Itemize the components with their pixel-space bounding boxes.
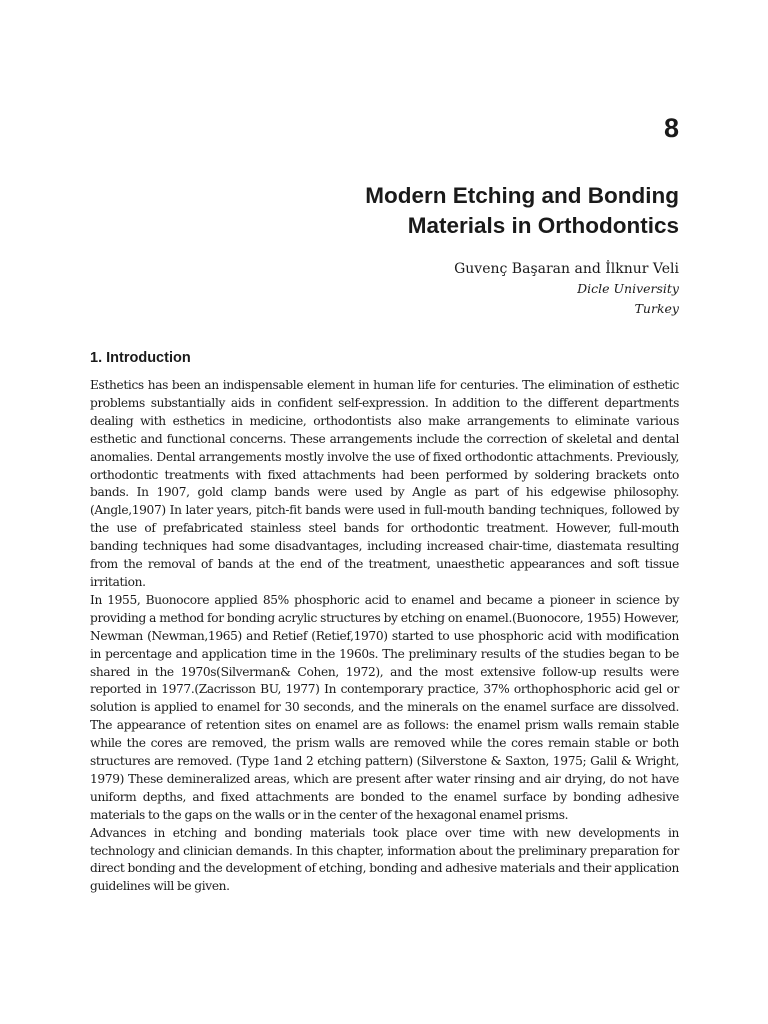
- chapter-title-line-2: Materials in Orthodontics: [407, 213, 679, 238]
- paragraph-1: Esthetics has been an indispensable element in human life for centuries. The elimination of esthetic problems substantially aids in confident self-expression. In addition to the different departments dealing with esthetics in medicine, orthodontists also make arrangements to eliminate various esthetic and functional concerns. These arrangements include the correction of skeletal and dental anomalies. Dental arrangements mostly involve the use of fixed orthodontic attachments. Previously, orthodontic treatments with fixed attachments had been performed by soldering brackets onto bands. In 1907, gold clamp bands were used by Angle as part of his edgewise philosophy. (Angle,1907) In later years, pitch-fit bands were used in full-mouth banding techniques, followed by the use of prefabricated stainless steel bands for orthodontic treatment. However, full-mouth banding techniques had some disadvantages, including increased chair-time, diastemata resulting from the removal of bands at the end of the treatment, unaesthetic appearances and soft tissue irritation.: [90, 378, 679, 589]
- section-heading: 1. Introduction: [90, 350, 191, 366]
- chapter-number: 8: [663, 113, 679, 143]
- author-affiliation: [577, 279, 679, 319]
- chapter-authors: Guvenç Başaran and İlknur Veli: [454, 261, 679, 277]
- paragraph-3: Advances in etching and bonding materials took place over time with new developments in technology and clinician demands. In this chapter, information about the preliminary preparation for direct bonding and the development of etching, bonding and adhesive materials and their application guidelines will be given.: [90, 825, 679, 894]
- affiliation-country: Turkey: [634, 301, 679, 316]
- section-body: [90, 377, 679, 896]
- chapter-title-line-1: Modern Etching and Bonding: [365, 183, 679, 208]
- book-page: [90, 0, 679, 1024]
- affiliation-university: Dicle University: [577, 281, 679, 296]
- paragraph-2: In 1955, Buonocore applied 85% phosphoric acid to enamel and became a pioneer in science by providing a method for bonding acrylic structures by etching on enamel.(Buonocore, 1955) However, Newman (Newman,1965) and Retief (Retief,1970) started to use phosphoric acid with modification in percentage and application time in the 1960s. The preliminary results of the studies began to be shared in the 1970s(Silverman& Cohen, 1972), and the most extensive follow-up results were reported in 1977.(Zacrisson BU, 1977) In contemporary practice, 37% orthophosphoric acid gel or solution is applied to enamel for 30 seconds, and the minerals on the enamel surface are dissolved. The appearance of retention sites on enamel are as follows: the enamel prism walls remain stable while the cores are removed, the prism walls are removed while the cores remain stable or both structures are removed. (Type 1and 2 etching pattern) (Silverstone & Saxton, 1975; Galil & Wright, 1979) These demineralized areas, which are present after water rinsing and air drying, do not have uniform depths, and fixed attachments are bonded to the enamel surface by bonding adhesive materials to the gaps on the walls or in the center of the hexagonal enamel prisms.: [90, 592, 679, 822]
- chapter-title: [90, 181, 679, 241]
